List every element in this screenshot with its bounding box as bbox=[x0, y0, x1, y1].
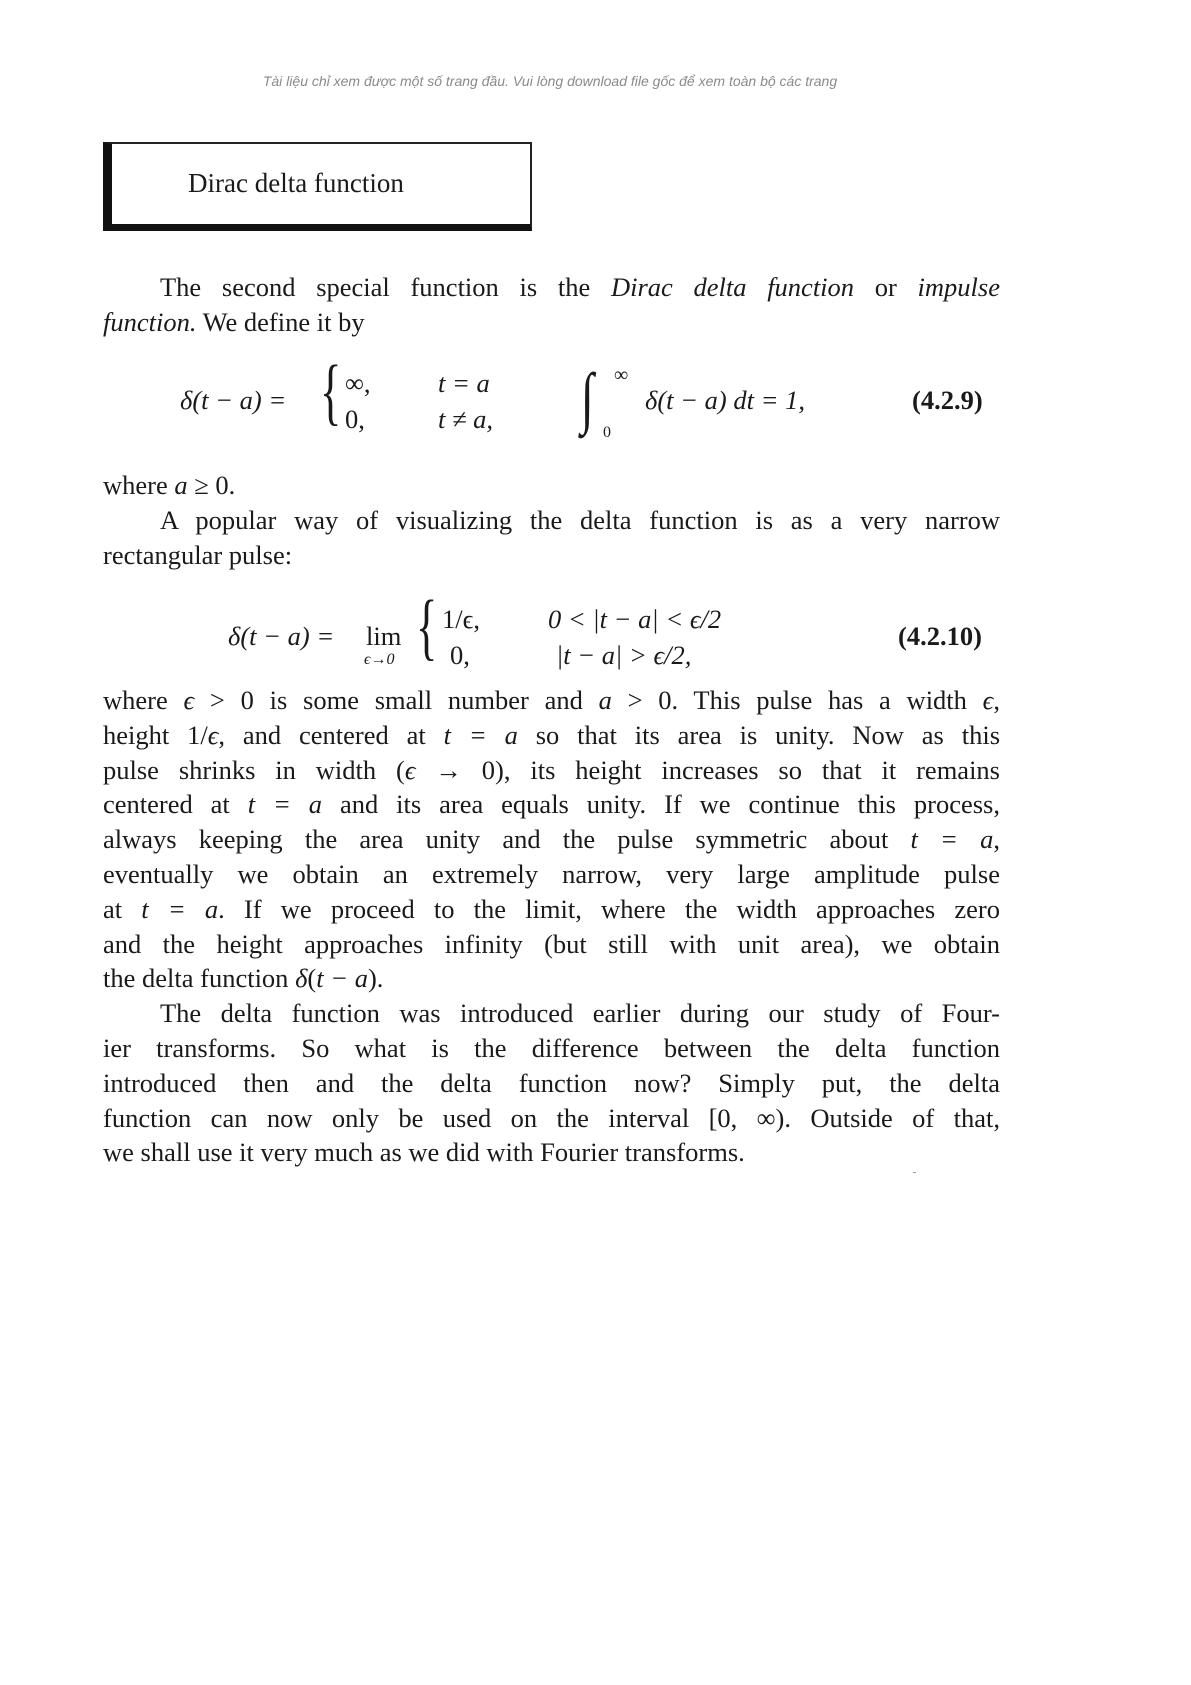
text-line bbox=[103, 1103, 1000, 1134]
math-text: ϵ bbox=[404, 754, 416, 785]
eq2-lim-subscript: ϵ→0 bbox=[364, 651, 395, 668]
eq1-integral-upper: ∞ bbox=[614, 364, 629, 386]
text-segment: ≥ 0. bbox=[187, 470, 236, 500]
eq1-number: (4.2.9) bbox=[912, 385, 983, 415]
eq2-lim: lim bbox=[366, 621, 402, 651]
scan-artifact bbox=[913, 1172, 916, 1173]
text-line bbox=[103, 720, 1000, 751]
eq2-case1-value: 1/ϵ, bbox=[442, 604, 480, 634]
math-text: ϵ bbox=[207, 719, 219, 750]
text-segment: rectangular pulse: bbox=[103, 539, 293, 570]
text-segment: The delta function was introduced earlier during our study of Four- bbox=[160, 998, 1000, 1029]
eq1-lhs: δ(t − a) = bbox=[180, 385, 287, 415]
text-segment: > 0. This pulse has a width bbox=[611, 685, 983, 715]
text-line bbox=[103, 540, 1000, 571]
eq1-case1-value: ∞, bbox=[345, 368, 371, 398]
math-text: Dirac delta function bbox=[610, 272, 855, 302]
text-segment: the delta function bbox=[103, 963, 296, 994]
eq1-integral-lower: 0 bbox=[603, 424, 611, 441]
section-title-box bbox=[103, 142, 532, 231]
text-line bbox=[103, 505, 1000, 536]
text-line bbox=[103, 755, 1000, 786]
text-line bbox=[103, 1068, 1000, 1099]
text-segment: , bbox=[993, 685, 1000, 715]
eq2-case2-condition: |t − a| > ϵ/2, bbox=[556, 640, 692, 670]
eq2-case1-condition: 0 < |t − a| < ϵ/2 bbox=[548, 604, 722, 634]
text-segment: at bbox=[103, 893, 142, 924]
text-segment: so that its area is unity. Now as this bbox=[517, 719, 1001, 750]
text-segment: where bbox=[103, 685, 184, 715]
text-segment: ( bbox=[307, 963, 317, 994]
eq1-case1-condition: t = a bbox=[438, 368, 490, 398]
watermark-notice: Tài liệu chỉ xem được một số trang đầu. Vui lòng download file gốc để xem toàn bộ các trang bbox=[262, 73, 838, 89]
text-line bbox=[103, 929, 1000, 960]
text-segment: > 0 is some small number and bbox=[194, 685, 599, 715]
text-segment: . If we proceed to the limit, where the width approaches zero bbox=[218, 893, 1000, 924]
eq2-case2-value: 0, bbox=[450, 640, 470, 670]
eq2-lhs: δ(t − a) = bbox=[228, 621, 335, 651]
text-line bbox=[103, 307, 1000, 338]
text-line bbox=[103, 470, 1000, 501]
text-segment: and its area equals unity. If we continue this process, bbox=[322, 789, 1000, 820]
math-text: a bbox=[598, 685, 612, 715]
text-segment: we shall use it very much as we did with Fourier transforms. bbox=[103, 1137, 745, 1168]
eq1-integrand: δ(t − a) dt = 1, bbox=[645, 385, 805, 415]
text-segment: centered at bbox=[103, 789, 248, 820]
text-line bbox=[103, 272, 1000, 303]
text-segment: function can now only be used on the interval [0, ∞). Outside of that, bbox=[103, 1102, 1000, 1133]
text-segment: ier transforms. So what is the difference between the delta function bbox=[103, 1033, 1000, 1063]
text-segment: The second special function is the bbox=[160, 272, 611, 302]
text-line bbox=[103, 1137, 1000, 1168]
eq1-brace: { bbox=[320, 351, 342, 433]
math-text: t = a bbox=[141, 893, 219, 924]
math-text: δ bbox=[295, 963, 308, 994]
text-segment: , bbox=[993, 824, 1000, 855]
section-title: Dirac delta function bbox=[188, 168, 404, 198]
text-segment: or bbox=[854, 272, 918, 302]
text-line bbox=[103, 859, 1000, 890]
text-line bbox=[103, 894, 1000, 925]
text-segment: A popular way of visualizing the delta function is as a very narrow bbox=[160, 504, 1000, 535]
text-segment: introduced then and the delta function now? Simply put, the delta bbox=[103, 1067, 1000, 1098]
text-line bbox=[103, 824, 1000, 855]
text-segment: ). bbox=[367, 963, 384, 994]
math-text: t − a bbox=[316, 963, 368, 994]
math-text: function. bbox=[103, 306, 197, 337]
eq1-case2-value: 0, bbox=[345, 404, 365, 434]
math-text: impulse bbox=[917, 272, 1000, 302]
math-text: t = a bbox=[910, 824, 994, 855]
text-segment: where bbox=[103, 470, 175, 500]
text-line bbox=[103, 998, 1000, 1029]
eq2-number: (4.2.10) bbox=[898, 621, 982, 651]
text-segment: height 1/ bbox=[103, 719, 208, 750]
text-line bbox=[103, 685, 1000, 716]
math-text: ϵ bbox=[982, 685, 994, 715]
math-text: a bbox=[174, 470, 188, 500]
text-segment: → 0), its height increases so that it remains bbox=[415, 754, 1000, 785]
eq2-brace: { bbox=[416, 586, 438, 668]
math-text: t = a bbox=[247, 789, 323, 820]
integral-sign: ∫ bbox=[580, 359, 594, 435]
eq1-case2-condition: t ≠ a, bbox=[438, 404, 494, 434]
text-line bbox=[103, 789, 1000, 820]
text-segment: and the height approaches infinity (but still with unit area), we obtain bbox=[103, 928, 1000, 959]
text-segment: always keeping the area unity and the pulse symmetric about bbox=[103, 824, 911, 855]
math-text: ϵ bbox=[183, 685, 195, 715]
text-line bbox=[103, 1033, 1000, 1064]
text-segment: , and centered at bbox=[218, 719, 444, 750]
text-line bbox=[103, 963, 1000, 994]
math-text: t = a bbox=[443, 719, 518, 750]
text-segment: eventually we obtain an extremely narrow, very large amplitude pulse bbox=[103, 859, 1000, 889]
text-segment: pulse shrinks in width ( bbox=[103, 754, 405, 785]
text-segment: We define it by bbox=[196, 306, 365, 337]
